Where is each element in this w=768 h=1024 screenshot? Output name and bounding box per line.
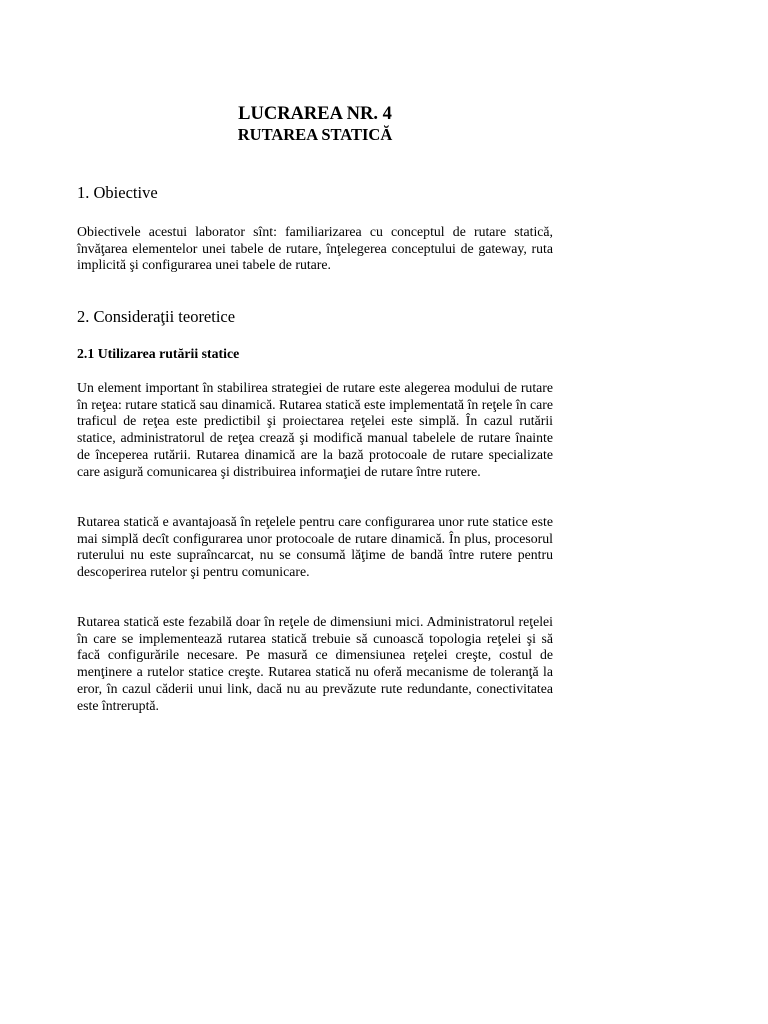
section-2-1-paragraph-1: Un element important în stabilirea strategiei de rutare este alegerea modului de rutare în reţea: rutare statică sau dinamică. Rutarea statică este implementată în reţele în care traficul de reţea este predictibil şi proiectarea reţelei este simplă. În cazul rutării statice, administratorul de reţea crează şi modifică manual tabelele de rutare înainte de începerea rutării. Rutarea dinamică are la bază protocoale de rutare specializate care asigură comunicarea şi distribuirea informaţiei de rutare între rutere. (77, 380, 553, 479)
section-1-heading: 1. Obiective (77, 183, 158, 202)
section-2-1-paragraph-3: Rutarea statică este fezabilă doar în reţele de dimensiuni mici. Administratorul reţelei în care se implementează rutarea statică trebuie să cunoască topologia reţelei şi să facă configurările necesare. Pe masură ce dimensiunea reţelei creşte, costul de menţinere a rutelor statice creşte. Rutarea statică nu oferă mecanisme de toleranţă la eror, în cazul căderii unui link, dacă nu au prevăzute rute redundante, conectivitatea este întreruptă. (77, 614, 553, 713)
section-1-paragraph: Obiectivele acestui laborator sînt: familiarizarea cu conceptul de rutare statică, învăţarea elementelor unei tabele de rutare, înţelegerea conceptului de gateway, ruta implicită şi configurarea unei tabele de rutare. (77, 224, 553, 273)
document-title: LUCRAREA NR. 4 (238, 104, 392, 124)
section-2-1-paragraph-2: Rutarea statică e avantajoasă în reţelele pentru care configurarea unor rute statice este mai simplă decît configurarea unor protocoale de rutare dinamică. În plus, procesorul ruterului nu este supraîncarcat, nu se consumă lăţime de bandă între rutere pentru descoperirea rutelor şi pentru comunicare. (77, 514, 553, 580)
section-2-heading: 2. Consideraţii teoretice (77, 307, 236, 326)
document-subtitle: RUTAREA STATICĂ (237, 125, 393, 144)
section-2-1-subheading: 2.1 Utilizarea rutării statice (77, 346, 240, 361)
